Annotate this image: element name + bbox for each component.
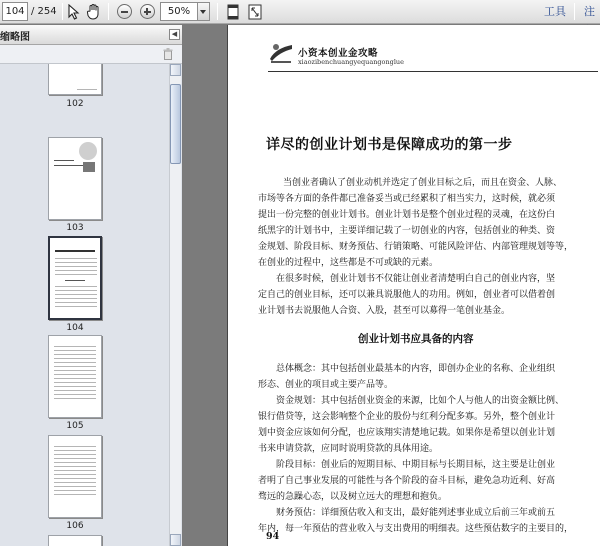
toolbar-divider <box>217 3 218 20</box>
hand-tool-icon[interactable] <box>84 2 104 21</box>
zoom-out-icon <box>117 4 132 19</box>
zoom-out-button[interactable] <box>114 2 134 21</box>
paragraph-line: 在很多时候，创业计划书不仅能让创业者清楚明白自己的创业内容，坚 <box>276 274 556 284</box>
toolbar-divider <box>62 3 63 20</box>
running-header-subtitle: xiaozibenchuangyequangonglue <box>298 58 404 66</box>
page-thumbnail-selected[interactable] <box>48 236 102 320</box>
page-thumbnail[interactable] <box>48 335 102 418</box>
toolbar <box>0 0 600 24</box>
paragraph-line: 者明了自己事业发展的可能性与各个阶段的奋斗目标，避免急功近利、好高 <box>258 476 556 486</box>
toolbar-divider <box>108 3 109 20</box>
toolbar-divider <box>574 3 575 20</box>
zoom-in-icon <box>140 4 155 19</box>
paragraph-line: 财务预估：详细预估收入和支出，最好能列述事业成立后前三年或前五 <box>276 508 556 518</box>
tools-menu[interactable]: 工具 <box>544 5 566 18</box>
page-thumbnail[interactable] <box>48 137 102 220</box>
comment-menu[interactable]: 注 <box>584 5 595 18</box>
paragraph-line: 书来申请贷款，应同时说明贷款的具体用途。 <box>258 444 439 454</box>
panel-toolbar <box>0 45 182 64</box>
paragraph-line: 当创业者确认了创业动机并选定了创业目标之后，而且在资金、人脉、 <box>283 178 563 188</box>
page-number: 94 <box>266 531 280 542</box>
paragraph-line: 骛远的急躁心态，以及树立远大的理想和抱负。 <box>258 492 448 502</box>
paragraph-line: 业计划书去说服他人合资、入股，甚至可以募得一笔创业基金。 <box>258 306 511 316</box>
select-cursor-icon[interactable] <box>64 2 84 21</box>
zoom-dropdown-arrow[interactable] <box>198 2 210 21</box>
thumbnails-scrollbar[interactable] <box>169 64 181 546</box>
fit-page-icon[interactable] <box>223 2 243 21</box>
trash-icon[interactable] <box>163 48 173 60</box>
page-thumbnail-label: 105 <box>66 421 84 431</box>
paragraph-line: 银行借贷等，这会影响整个企业的股份与红利分配多寡。另外，整个创业计 <box>258 412 556 422</box>
full-screen-icon[interactable] <box>245 2 265 21</box>
thumbnails-panel <box>0 25 182 546</box>
scroll-up-icon[interactable] <box>170 64 181 76</box>
paragraph-line: 市场等各方面的条件都已准备妥当或已经累积了相当实力，这时候，就必须 <box>258 194 556 204</box>
page-thumbnail-label: 102 <box>66 99 84 109</box>
page-total: / 254 <box>31 6 57 17</box>
page-number-input[interactable]: 104 <box>2 2 28 21</box>
book-logo-icon <box>268 39 294 65</box>
document-view[interactable] <box>183 25 600 546</box>
document-page <box>228 25 600 546</box>
paragraph-line: 定自己的创业目标，还可以兼具说服他人的功用。例如，创业者可以借着创 <box>258 290 556 300</box>
panel-collapse-button[interactable]: ◀ <box>169 29 180 40</box>
panel-header <box>0 25 182 45</box>
zoom-in-button[interactable] <box>137 2 157 21</box>
page-thumbnail[interactable] <box>48 535 102 546</box>
paragraph-line: 金规划、阶段目标、财务预估、行销策略、可能风险评估、内部管理规划等等， <box>258 242 574 252</box>
paragraph-line: 年内，每一年预估的营业收入与支出费用的明细表。这些预估数字的主要目的， <box>258 524 574 534</box>
running-header-title: 小资本创业金攻略 <box>298 48 379 59</box>
header-divider <box>268 71 598 72</box>
paragraph-line: 阶段目标：创业后的短期目标、中期目标与长期目标，这主要是让创业 <box>276 460 556 470</box>
paragraph-line: 提出一份完整的创业计划书。创业计划书是整个创业过程的灵魂，在这份白 <box>258 210 556 220</box>
panel-title: 缩略图 <box>0 32 30 43</box>
scrollbar-thumb[interactable] <box>170 84 181 164</box>
thumbnails-list[interactable] <box>0 64 182 546</box>
paragraph-line: 纸黑字的计划书中，主要详细记载了一切创业的内容，包括创业的种类、资 <box>258 226 556 236</box>
page-thumbnail-label: 103 <box>66 223 84 233</box>
scroll-down-icon[interactable] <box>170 534 181 546</box>
paragraph-line: 资金规划：其中包括创业资金的来源，比如个人与他人的出资金额比例、 <box>276 396 565 406</box>
page-thumbnail-label: 106 <box>66 521 84 531</box>
subsection-heading: 创业计划书应具备的内容 <box>358 333 474 345</box>
paragraph-line: 总体概念：其中包括创业最基本的内容，即创办企业的名称、企业组织 <box>276 364 556 374</box>
page-thumbnail[interactable] <box>48 64 102 95</box>
paragraph-line: 形态、创业的项目或主要产品等。 <box>258 380 394 390</box>
page-thumbnail-label: 104 <box>66 323 84 333</box>
section-heading: 详尽的创业计划书是保障成功的第一步 <box>266 137 513 153</box>
zoom-level-field[interactable]: 50% <box>160 2 198 21</box>
page-thumbnail[interactable] <box>48 435 102 518</box>
paragraph-line: 在创业的过程中，这些都是不可或缺的元素。 <box>258 258 439 268</box>
paragraph-line: 划中资金应该如何分配，也应该翔实清楚地记载。如果你是希望以创业计划 <box>258 428 556 438</box>
